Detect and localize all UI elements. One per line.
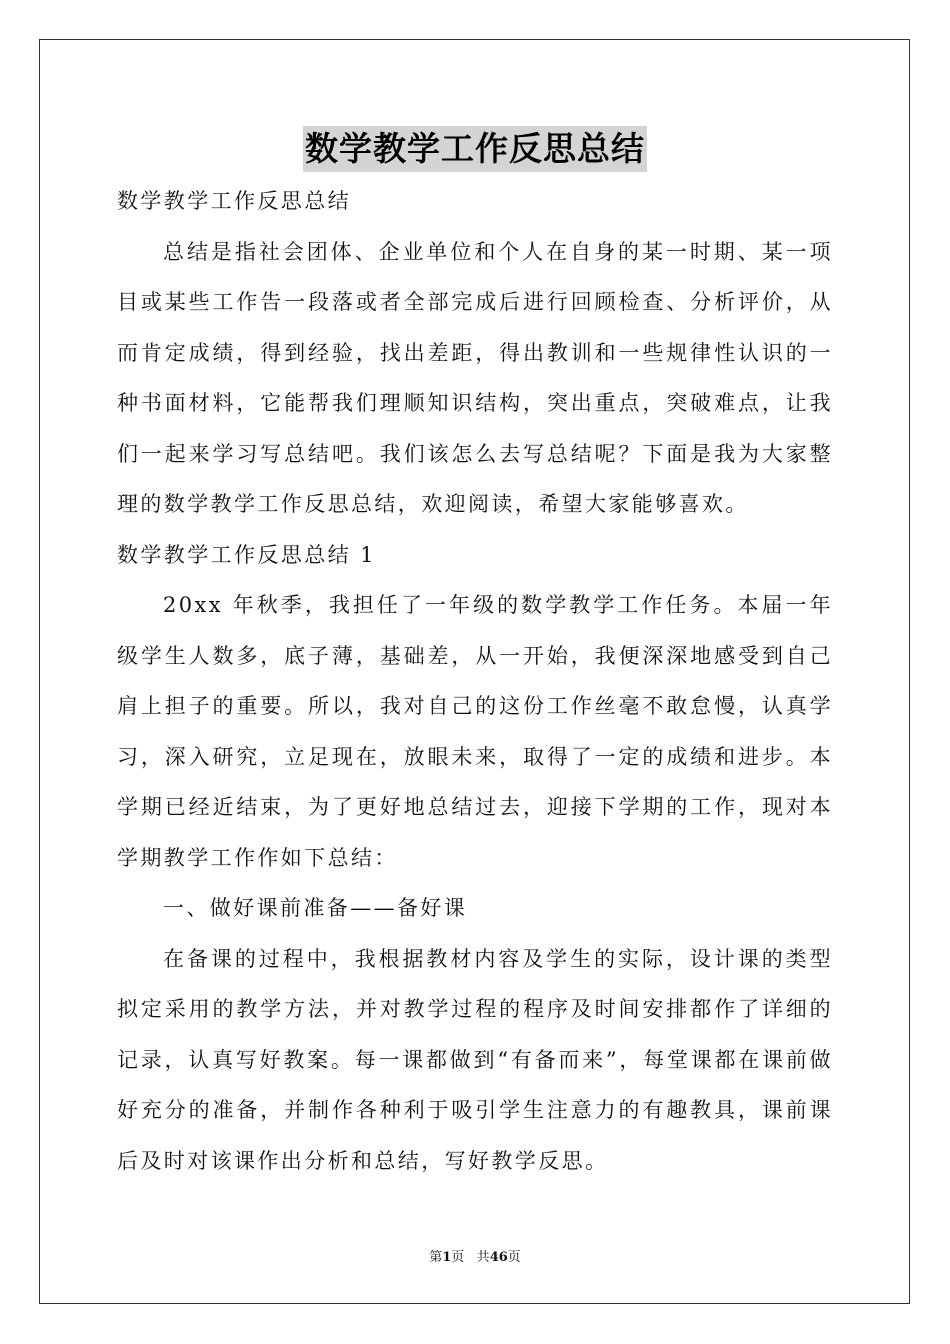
document-title: 数学教学工作反思总结	[303, 126, 647, 172]
subsection-heading: 一、做好课前准备——备好课	[163, 896, 468, 920]
paragraph-subtitle: 数学教学工作反思总结	[117, 189, 351, 213]
page-footer	[0, 1246, 950, 1265]
document-body	[117, 176, 833, 1186]
paragraph-overview: 20xx 年秋季，我担任了一年级的数学教学工作任务。本届一年级学生人数多，底子薄，基础差，从一开始，我便深深地感受到自己肩上担子的重要。所以，我对自己的这份工作丝毫不敢怠慢，认真学习，深入研究，立足现在，放眼未来，取得了一定的成绩和进步。本学期已经近结束，为了更好地总结过去，迎接下学期的工作，现对本学期教学工作作如下总结：	[117, 593, 833, 870]
total-suffix: 页	[507, 1250, 521, 1265]
paragraph-intro: 总结是指社会团体、企业单位和个人在自身的某一时期、某一项目或某些工作告一段落或者全部完成后进行回顾检查、分析评价，从而肯定成绩，得到经验，找出差距，得出教训和一些规律性认识的一种书面材料，它能帮我们理顺知识结构，突出重点，突破难点，让我们一起来学习写总结吧。我们该怎么去写总结呢？下面是我为大家整理的数学教学工作反思总结，欢迎阅读，希望大家能够喜欢。	[117, 239, 833, 516]
page-suffix: 页	[451, 1250, 465, 1265]
title-container	[0, 126, 950, 172]
section-heading: 数学教学工作反思总结 1	[117, 542, 376, 567]
total-prefix: 共	[476, 1250, 490, 1265]
paragraph-preparation: 在备课的过程中，我根据教材内容及学生的实际，设计课的类型拟定采用的教学方法，并对教学过程的程序及时间安排都作了详细的记录，认真写好教案。每一课都做到“有备而来”，每堂课都在课前做好充分的准备，并制作各种利于吸引学生注意力的有趣教具，课前课后及时对该课作出分析和总结，写好教学反思。	[117, 946, 833, 1173]
page-number: 1	[442, 1250, 452, 1265]
page-total: 46	[489, 1250, 508, 1265]
page-prefix: 第	[429, 1250, 443, 1265]
